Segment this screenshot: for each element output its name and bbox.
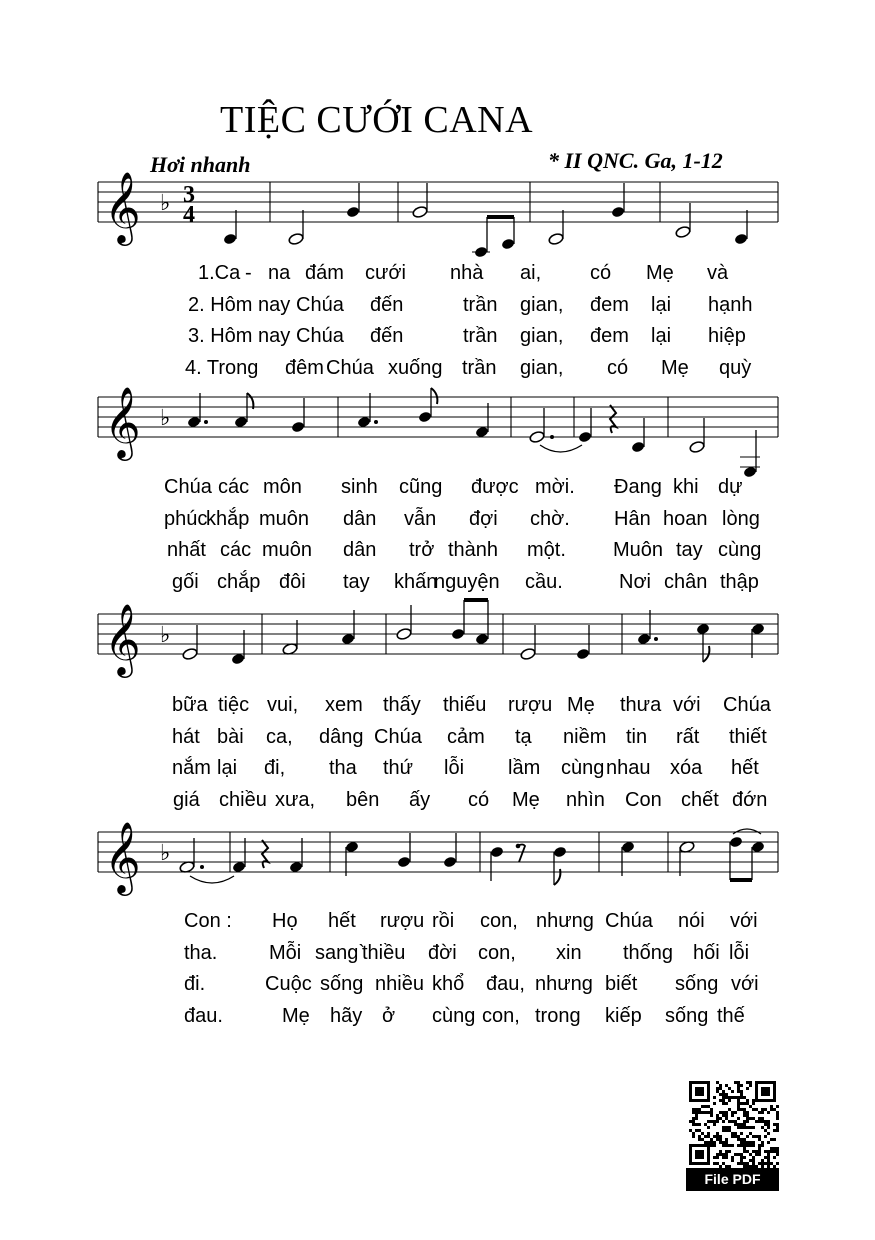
lyric-syllable: thập — [720, 570, 759, 593]
notes-system-1 — [223, 183, 748, 258]
lyric-syllable: đi. — [184, 973, 206, 995]
lyric-syllable: sống — [320, 973, 364, 995]
lyric-syllable: và — [707, 262, 729, 284]
staff-system-3 — [0, 592, 875, 692]
flat-key-icon: ♭ — [160, 191, 171, 216]
lyric-syllable: con, — [480, 910, 518, 932]
lyric-syllable: nguyện — [434, 570, 500, 593]
lyric-syllable: trần — [463, 293, 498, 316]
lyric-syllable: môn — [263, 476, 302, 498]
lyric-syllable: trần — [462, 356, 497, 379]
qr-label: File PDF — [686, 1168, 779, 1191]
lyric-syllable: bài — [217, 725, 244, 748]
lyric-syllable: nhìn — [566, 788, 605, 811]
lyric-syllable: Đang — [614, 476, 662, 498]
lyric-syllable: hãy — [330, 1004, 363, 1027]
lyric-syllable: Chúa — [374, 725, 422, 748]
lyric-syllable: khổ — [432, 973, 465, 995]
treble-clef-icon: 𝄞 — [104, 602, 141, 675]
lyric-syllable: sinh — [341, 476, 378, 498]
lyric-syllable: Mẹ — [661, 356, 689, 379]
lyric-syllable: vẫn — [404, 507, 437, 530]
qr-code-icon — [686, 1078, 779, 1168]
lyric-syllable: trần — [463, 325, 498, 347]
lyric-syllable: xóa — [670, 757, 703, 779]
lyric-syllable: Mẹ — [282, 1004, 310, 1027]
lyric-syllable: có — [590, 262, 612, 284]
lyric-syllable: xem — [325, 694, 363, 716]
lyric-syllable: con, — [478, 941, 516, 964]
lyric-syllable: Con : — [184, 910, 232, 932]
lyric-syllable: hối — [693, 941, 720, 964]
lyric-syllable: nhưng — [535, 973, 593, 995]
tempo-marking: Hơi nhanh — [150, 152, 251, 177]
lyric-syllable: các — [220, 539, 252, 561]
treble-clef-icon: 𝄞 — [104, 385, 141, 458]
lyric-syllable: gian, — [520, 293, 564, 316]
lyric-syllable: thống — [623, 941, 674, 964]
lyric-syllable: đêm — [285, 356, 324, 379]
lyric-syllable: tin — [626, 725, 648, 748]
lyric-syllable: đến — [370, 293, 404, 316]
lyric-syllable: nắm — [172, 757, 211, 779]
song-title: TIỆC CƯỚI CANA — [220, 99, 534, 141]
lyric-syllable: ở — [382, 1004, 396, 1027]
lyric-syllable: Chúa — [326, 356, 374, 379]
lyric-syllable: thưa — [620, 694, 662, 716]
lyric-syllable: Hân — [614, 507, 651, 530]
lyric-syllable: 4. Trong — [185, 356, 259, 379]
lyric-syllable: khi — [673, 476, 699, 498]
lyric-syllable: lại — [217, 757, 238, 779]
lyric-syllable: sang` — [315, 941, 366, 964]
lyric-syllable: sống — [675, 973, 719, 995]
lyric-syllable: Mẹ — [646, 262, 674, 284]
lyric-syllable: nhiều — [375, 973, 424, 995]
lyric-syllable: gian, — [520, 356, 564, 379]
lyric-syllable: lại — [651, 325, 672, 347]
lyric-syllable: đau. — [184, 1004, 223, 1027]
lyric-syllable: cùng — [432, 1004, 476, 1027]
lyric-syllable: đợi — [469, 507, 498, 530]
lyric-syllable: đôi — [279, 570, 306, 593]
lyric-syllable: một. — [527, 539, 566, 561]
lyric-syllable: lỗi — [444, 757, 465, 779]
flat-key-icon: ♭ — [160, 841, 171, 866]
lyric-syllable: hiệp — [708, 325, 746, 347]
notes-system-2 — [187, 388, 760, 478]
flat-key-icon: ♭ — [160, 406, 171, 431]
lyric-syllable: tay — [343, 570, 370, 593]
lyric-syllable: lòng — [722, 507, 760, 530]
lyric-syllable: chắp — [217, 570, 261, 593]
lyric-syllable: tạ — [515, 725, 532, 748]
lyric-syllable: thiều — [362, 941, 406, 964]
lyric-syllable: biết — [605, 973, 638, 995]
lyric-syllable: chết — [681, 788, 719, 811]
lyric-syllable: thành — [448, 539, 499, 561]
lyric-syllable: cùng — [561, 757, 605, 779]
lyric-syllable: lại — [651, 293, 672, 316]
lyric-syllable: có — [468, 788, 490, 811]
lyric-syllable: quỳ — [719, 356, 752, 379]
lyric-syllable: Con — [625, 788, 662, 811]
lyric-syllable: hoan — [663, 507, 708, 530]
lyric-syllable: đem — [590, 293, 629, 316]
lyric-syllable: phúc — [164, 507, 208, 530]
lyric-syllable: hết — [731, 757, 759, 779]
lyric-syllable: nay — [258, 325, 291, 347]
lyric-syllable: nay — [258, 293, 291, 316]
lyric-syllable: chân — [664, 570, 708, 593]
lyric-syllable: sống — [665, 1004, 709, 1027]
lyric-syllable: dân — [343, 507, 377, 530]
lyric-syllable: đem — [590, 325, 629, 347]
lyric-syllable: nhưng — [536, 910, 594, 932]
lyric-syllable: lỗi — [729, 941, 750, 964]
lyric-syllable: thiếu — [443, 694, 487, 716]
staff-system-1 — [0, 160, 875, 260]
lyric-syllable: cầu. — [525, 570, 563, 593]
lyric-syllable: dâng — [319, 725, 364, 748]
lyric-syllable: xin — [556, 941, 582, 964]
lyric-syllable: hết — [328, 910, 356, 932]
lyric-syllable: muôn — [262, 539, 313, 561]
staff-system-4 — [0, 810, 875, 910]
lyric-syllable: xưa, — [275, 788, 316, 811]
lyric-syllable: trở — [409, 539, 435, 561]
lyric-syllable: rất — [676, 725, 700, 748]
scripture-reference: * II QNC. Ga, 1-12 — [548, 148, 723, 173]
lyric-syllable: 3. Hôm — [188, 325, 253, 347]
lyric-syllable: bên — [346, 788, 380, 811]
lyric-syllable: niềm — [563, 725, 607, 748]
lyric-syllable: Chúa — [164, 476, 212, 498]
lyric-syllable: dự — [718, 476, 743, 498]
lyric-syllable: đau, — [486, 973, 525, 995]
lyric-syllable: na — [268, 262, 291, 284]
time-sig-top: 3 — [183, 182, 195, 208]
lyric-syllable: nhà — [450, 262, 484, 284]
lyric-syllable: xuống — [388, 356, 443, 379]
lyric-syllable: đời — [428, 941, 457, 964]
lyric-syllable: Mẹ — [512, 788, 540, 811]
lyric-syllable: đám — [305, 262, 344, 284]
lyric-syllable: muôn — [259, 507, 310, 530]
lyric-syllable: Chúa — [723, 694, 771, 716]
treble-clef-icon: 𝄞 — [104, 820, 141, 893]
lyric-syllable: ca, — [266, 725, 293, 748]
lyric-syllable: Chúa — [296, 325, 344, 347]
lyric-syllable: cưới — [365, 262, 406, 284]
staff-system-2 — [0, 375, 875, 485]
lyric-syllable: cùng — [718, 539, 762, 561]
lyric-syllable: Chúa — [605, 910, 653, 932]
lyric-syllable: ai, — [520, 262, 542, 284]
lyric-syllable: lầm — [508, 757, 541, 779]
lyric-syllable: rượu — [380, 910, 425, 932]
lyric-syllable: - — [245, 262, 252, 284]
lyric-syllable: Muôn — [613, 539, 664, 561]
lyric-syllable: kiếp — [605, 1004, 642, 1027]
lyric-syllable: dân — [343, 539, 377, 561]
lyric-syllable: chiều — [219, 788, 267, 811]
lyric-syllable: đến — [370, 325, 404, 347]
lyric-syllable: cảm — [447, 725, 485, 748]
lyric-syllable: có — [607, 356, 629, 379]
lyric-syllable: nhất — [167, 539, 206, 561]
lyric-syllable: Mẹ — [567, 694, 595, 716]
lyric-syllable: rượu — [508, 694, 553, 716]
lyric-syllable: với — [731, 973, 759, 995]
lyric-syllable: nhau — [606, 757, 651, 779]
lyric-syllable: với — [673, 694, 701, 716]
lyric-syllable: thiết — [729, 725, 767, 748]
flat-key-icon: ♭ — [160, 623, 171, 648]
lyric-syllable: ấy — [409, 788, 431, 811]
lyric-syllable: thấy — [383, 694, 421, 716]
lyric-syllable: tiệc — [218, 694, 250, 716]
notes-system-3 — [182, 600, 765, 665]
lyric-syllable: thứ — [383, 757, 414, 779]
lyric-syllable: tay — [676, 539, 703, 561]
lyric-syllable: Nơi — [619, 570, 652, 593]
lyric-syllable: giá — [173, 788, 200, 811]
lyric-syllable: tha. — [184, 941, 218, 964]
treble-clef-icon: 𝄞 — [104, 170, 141, 243]
lyric-syllable: các — [218, 476, 250, 498]
lyric-syllable: khắp — [206, 507, 250, 530]
lyric-syllable: gối — [172, 570, 199, 593]
lyric-syllable: vui, — [267, 694, 299, 716]
time-sig-bottom: 4 — [183, 202, 195, 228]
notes-system-4 — [179, 829, 765, 885]
lyric-syllable: bữa — [172, 694, 208, 716]
lyric-syllable: nói — [678, 910, 705, 932]
lyric-syllable: hạnh — [708, 293, 753, 316]
lyric-syllable: Chúa — [296, 293, 344, 316]
lyric-syllable: Cuộc — [265, 973, 312, 995]
lyric-syllable: Mỗi — [269, 941, 302, 964]
lyric-syllable: thế — [717, 1004, 745, 1027]
lyric-syllable: hát — [172, 725, 200, 748]
lyric-syllable: được — [471, 476, 519, 498]
lyric-syllable: Họ — [272, 910, 298, 932]
lyric-syllable: 1.Ca — [198, 262, 241, 284]
lyric-syllable: rồi — [432, 910, 455, 932]
lyric-syllable: chờ. — [530, 507, 570, 530]
lyric-syllable: khấn — [394, 570, 438, 593]
lyric-syllable: trong — [535, 1004, 581, 1027]
lyric-syllable: cũng — [399, 476, 443, 498]
lyric-syllable: tha — [329, 757, 357, 779]
lyric-syllable: với — [730, 910, 758, 932]
lyric-syllable: mời. — [535, 476, 575, 498]
lyric-syllable: đớn — [732, 788, 768, 811]
lyric-syllable: con, — [482, 1004, 520, 1027]
lyric-syllable: đi, — [264, 757, 286, 779]
lyric-syllable: gian, — [520, 325, 564, 347]
lyric-syllable: 2. Hôm — [188, 293, 253, 316]
